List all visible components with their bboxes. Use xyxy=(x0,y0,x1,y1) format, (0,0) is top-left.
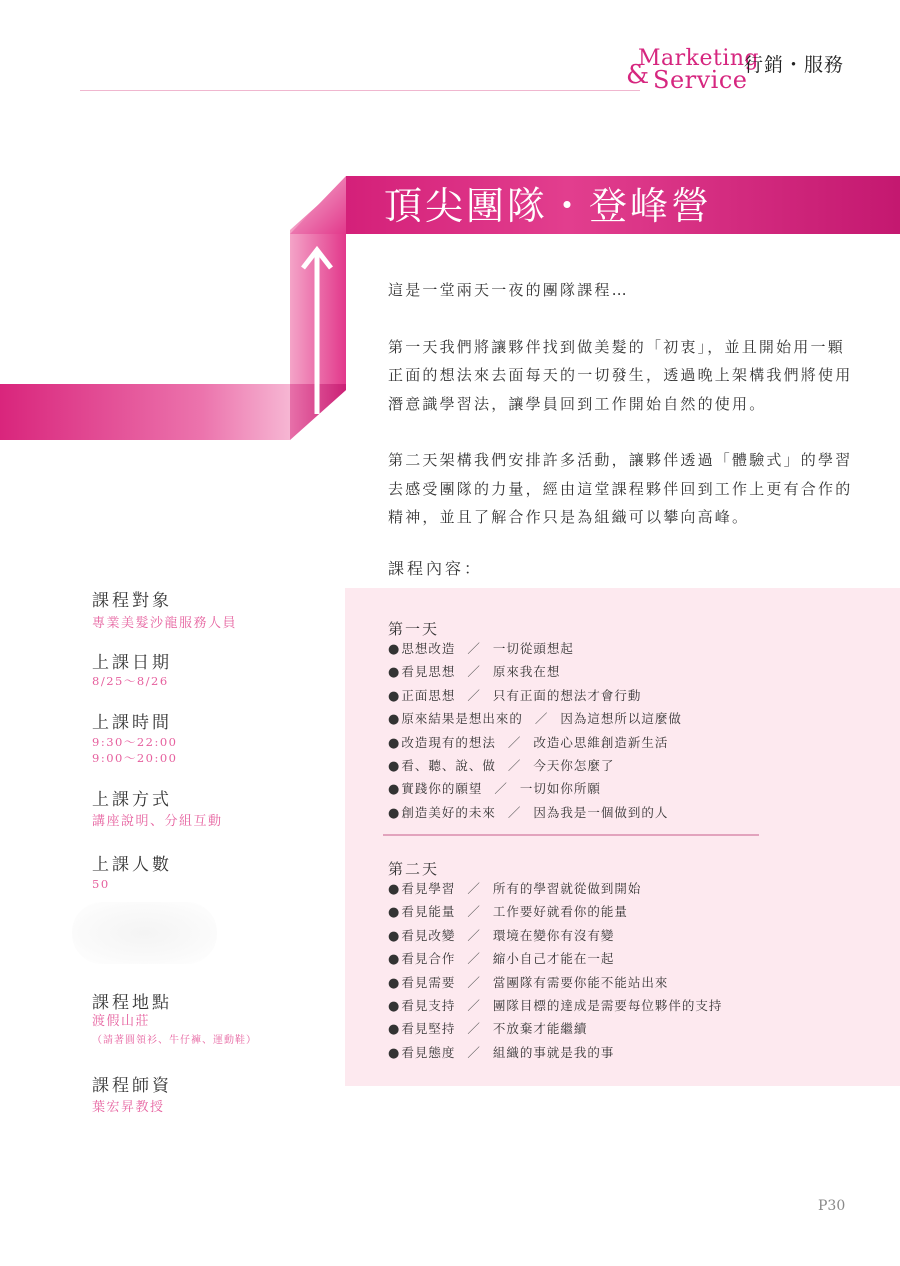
item-separator: ／ xyxy=(494,781,508,797)
blurred-area xyxy=(72,902,217,964)
item-separator: ／ xyxy=(467,641,481,656)
list-item xyxy=(388,778,682,801)
item-topic: 看見態度 xyxy=(401,1044,456,1060)
brand-chinese: 行銷・服務 xyxy=(744,54,845,76)
list-item xyxy=(388,708,682,731)
list-item xyxy=(388,878,722,901)
item-separator: ／ xyxy=(467,664,481,680)
item-topic: 看見學習 xyxy=(401,881,456,896)
brand-logo xyxy=(626,46,886,102)
bullet-dot-icon: ● xyxy=(388,642,401,657)
intro-paragraph-3: 第二天架構我們安排許多活動，讓夥伴透過「體驗式」的學習去感受團隊的力量，經由這堂課程夥伴回到工作上更有合作的精神，並且了解合作只是為組織可以攀向高峰。 xyxy=(388,451,853,526)
method-label: 上課方式 xyxy=(92,790,172,810)
bullet-dot-icon: ● xyxy=(388,928,401,944)
item-topic: 看見支持 xyxy=(401,998,456,1014)
list-item xyxy=(388,1018,722,1041)
list-item xyxy=(388,972,722,995)
ribbon-left-band xyxy=(0,384,290,440)
bullet-dot-icon: ● xyxy=(388,712,401,728)
item-topic: 看見合作 xyxy=(401,951,456,967)
item-topic: 思想改造 xyxy=(401,641,456,656)
item-description: 因為這想所以這麼做 xyxy=(560,711,682,727)
target-value: 專業美髮沙龍服務人員 xyxy=(92,616,238,631)
teacher-value: 葉宏昇教授 xyxy=(92,1100,165,1115)
bullet-dot-icon: ● xyxy=(388,882,401,897)
list-item xyxy=(388,925,722,948)
intro-text xyxy=(388,276,858,560)
place-label: 課程地點 xyxy=(92,993,172,1013)
item-description: 改造心思維創造新生活 xyxy=(533,734,669,750)
list-item xyxy=(388,732,682,755)
list-item xyxy=(388,685,682,708)
item-description: 一切如你所願 xyxy=(519,781,601,797)
item-separator: ／ xyxy=(507,804,522,820)
count-value: 50 xyxy=(92,877,110,891)
day-divider xyxy=(383,834,759,836)
item-separator: ／ xyxy=(507,734,522,750)
item-topic: 看見思想 xyxy=(401,664,456,680)
header-divider xyxy=(80,90,640,91)
item-topic: 看、聽、說、做 xyxy=(401,758,496,774)
item-topic: 看見能量 xyxy=(401,904,456,920)
item-separator: ／ xyxy=(467,1021,481,1037)
course-content-heading: 課程內容： xyxy=(388,559,484,578)
item-description: 縮小自己才能在一起 xyxy=(492,951,615,967)
item-separator: ／ xyxy=(534,711,549,727)
page-title: 頂尖團隊・登峰營 xyxy=(384,184,713,228)
list-item xyxy=(388,638,682,661)
bullet-dot-icon: ● xyxy=(388,999,401,1015)
list-item xyxy=(388,755,682,778)
bullet-dot-icon: ● xyxy=(388,759,401,775)
item-separator: ／ xyxy=(467,951,481,967)
day2-title: 第二天 xyxy=(388,860,440,878)
item-description: 今天你怎麼了 xyxy=(533,758,615,774)
item-description: 團隊目標的達成是需要每位夥伴的支持 xyxy=(492,998,723,1014)
bullet-dot-icon: ● xyxy=(388,665,401,681)
count-label: 上課人數 xyxy=(92,855,172,875)
item-description: 環境在變你有沒有變 xyxy=(492,927,615,943)
target-label: 課程對象 xyxy=(92,591,172,611)
brand-service: Service xyxy=(653,66,748,94)
item-description: 工作要好就看你的能量 xyxy=(492,904,628,920)
item-separator: ／ xyxy=(507,758,522,774)
teacher-label: 課程師資 xyxy=(92,1076,172,1096)
item-separator: ／ xyxy=(467,998,481,1014)
item-separator: ／ xyxy=(467,881,481,896)
place-value: 渡假山莊 xyxy=(92,1014,151,1029)
intro-paragraph-2: 第一天我們將讓夥伴找到做美髮的「初衷」，並且開始用一顆正面的想法來去面每天的一切發生，透過晚上架構我們將使用潛意識學習法，讓學員回到工作開始自然的使用。 xyxy=(388,337,853,413)
up-arrow-icon xyxy=(300,244,334,416)
item-topic: 正面思想 xyxy=(401,687,456,703)
item-description: 原來我在想 xyxy=(492,664,561,680)
bullet-dot-icon: ● xyxy=(388,1022,401,1038)
item-topic: 改造現有的想法 xyxy=(401,734,496,750)
item-topic: 原來結果是想出來的 xyxy=(401,711,523,727)
item-separator: ／ xyxy=(467,927,481,943)
bullet-dot-icon: ● xyxy=(388,782,401,798)
item-description: 不放棄才能繼續 xyxy=(492,1021,588,1037)
item-separator: ／ xyxy=(467,974,481,990)
day1-title: 第一天 xyxy=(388,620,440,638)
day2-list xyxy=(388,878,722,1065)
brand-ampersand: & xyxy=(626,60,650,90)
item-description: 當團隊有需要你能不能站出來 xyxy=(492,974,669,990)
list-item xyxy=(388,948,722,971)
time-value-2: 9:00～20:00 xyxy=(92,751,178,765)
brand-marketing: Marketing xyxy=(638,46,760,71)
list-item xyxy=(388,802,682,825)
item-description: 所有的學習就從做到開始 xyxy=(492,881,642,896)
bullet-dot-icon: ● xyxy=(388,952,401,968)
item-description: 因為我是一個做到的人 xyxy=(533,804,669,820)
date-label: 上課日期 xyxy=(92,653,172,673)
bullet-dot-icon: ● xyxy=(388,975,401,991)
bullet-dot-icon: ● xyxy=(388,735,401,751)
item-separator: ／ xyxy=(467,904,481,920)
bullet-dot-icon: ● xyxy=(388,688,401,704)
list-item xyxy=(388,901,722,924)
list-item xyxy=(388,661,682,684)
item-topic: 看見改變 xyxy=(401,927,456,943)
item-topic: 實踐你的願望 xyxy=(401,781,483,797)
item-topic: 看見需要 xyxy=(401,974,456,990)
item-separator: ／ xyxy=(467,1044,481,1060)
bullet-dot-icon: ● xyxy=(388,805,401,821)
item-description: 只有正面的想法才會行動 xyxy=(492,687,642,703)
item-separator: ／ xyxy=(467,687,481,703)
intro-paragraph-1: 這是一堂兩天一夜的團隊課程… xyxy=(388,281,629,299)
item-description: 一切從頭想起 xyxy=(492,641,574,656)
time-label: 上課時間 xyxy=(92,713,172,733)
date-value: 8/25～8/26 xyxy=(92,674,169,688)
item-description: 組織的事就是我的事 xyxy=(492,1044,615,1060)
bullet-dot-icon: ● xyxy=(388,1045,401,1061)
bullet-dot-icon: ● xyxy=(388,905,401,921)
page-number: P30 xyxy=(818,1198,846,1214)
list-item xyxy=(388,995,722,1018)
time-value-1: 9:30～22:00 xyxy=(92,735,178,749)
item-topic: 創造美好的未來 xyxy=(401,804,496,820)
day1-list xyxy=(388,638,682,825)
place-note: （請著圓領衫、牛仔褲、運動鞋） xyxy=(92,1035,257,1046)
method-value: 講座說明、分組互動 xyxy=(92,814,223,829)
item-topic: 看見堅持 xyxy=(401,1021,456,1037)
list-item xyxy=(388,1042,722,1065)
